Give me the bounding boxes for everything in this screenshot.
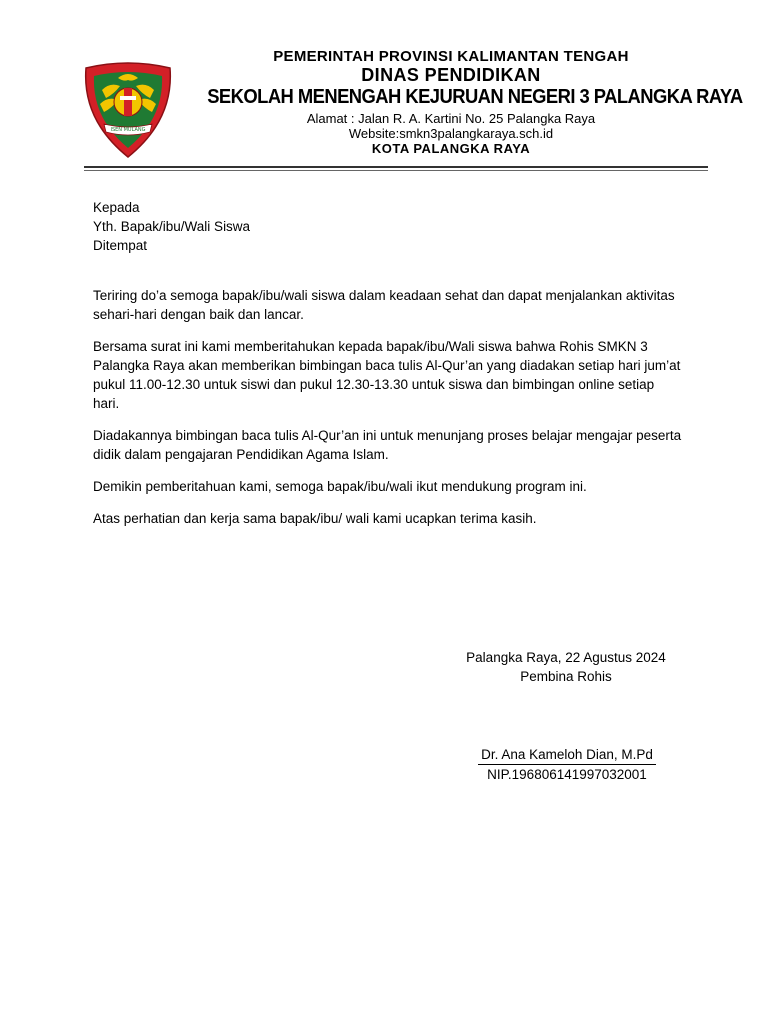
government-name: PEMERINTAH PROVINSI KALIMANTAN TENGAH (273, 48, 629, 65)
svg-text:ISEN MULANG: ISEN MULANG (110, 127, 146, 133)
addressee-location: Ditempat (93, 238, 148, 253)
addressee-block (93, 198, 250, 255)
signer-nip: NIP.196806141997032001 (487, 767, 647, 782)
signer-role: Pembina Rohis (520, 669, 612, 684)
body-paragraph-closing: Demikin pemberitahuan kami, semoga bapak/ibu/wali ikut mendukung program ini. (93, 479, 587, 494)
school-address: Alamat : Jalan R. A. Kartini No. 25 Palangka Raya (306, 110, 596, 126)
provincial-emblem-logo (80, 60, 176, 160)
school-website: Website:smkn3palangkaraya.sch.id (348, 125, 554, 141)
signer-block (478, 745, 656, 784)
school-name: SEKOLAH MENENGAH KEJURUAN NEGERI 3 PALANGKA RAYA (207, 85, 743, 108)
body-paragraph-purpose: Diadakannya bimbingan baca tulis Al-Qur’an ini untuk menunjang proses belajar mengajar peserta didik dalam pengajaran Pendidikan Agama Islam. (93, 428, 682, 462)
letterhead (186, 48, 743, 157)
body-paragraph-thanks: Atas perhatian dan kerja sama bapak/ibu/ wali kami ucapkan terima kasih. (93, 511, 537, 526)
letterhead-divider-thin (84, 170, 708, 171)
place-date: Palangka Raya, 22 Agustus 2024 (466, 650, 666, 665)
letterhead-divider (84, 166, 708, 168)
body-paragraph-announcement: Bersama surat ini kami memberitahukan kepada bapak/ibu/Wali siswa bahwa Rohis SMKN 3 Palangka Raya akan memberikan bimbingan baca tulis Al-Qur’an yang diadakan setiap hari jum’at pukul 11.00-12.30 untuk siswi dan pukul 12.30-13.30 untuk siswa dan bimbingan online setiap hari. (93, 339, 681, 411)
addressee-recipient: Yth. Bapak/ibu/Wali Siswa (93, 219, 251, 234)
letter-body (93, 286, 683, 541)
signer-name: Dr. Ana Kameloh Dian, M.Pd (478, 745, 656, 765)
addressee-salutation: Kepada (93, 200, 140, 215)
school-city: KOTA PALANGKA RAYA (371, 140, 531, 156)
department-name: DINAS PENDIDIKAN (361, 65, 541, 86)
signature-header (466, 648, 666, 686)
body-paragraph-greeting: Teriring do’a semoga bapak/ibu/wali siswa dalam keadaan sehat dan dapat menjalankan aktivitas sehari-hari dengan baik dan lancar. (93, 288, 675, 322)
